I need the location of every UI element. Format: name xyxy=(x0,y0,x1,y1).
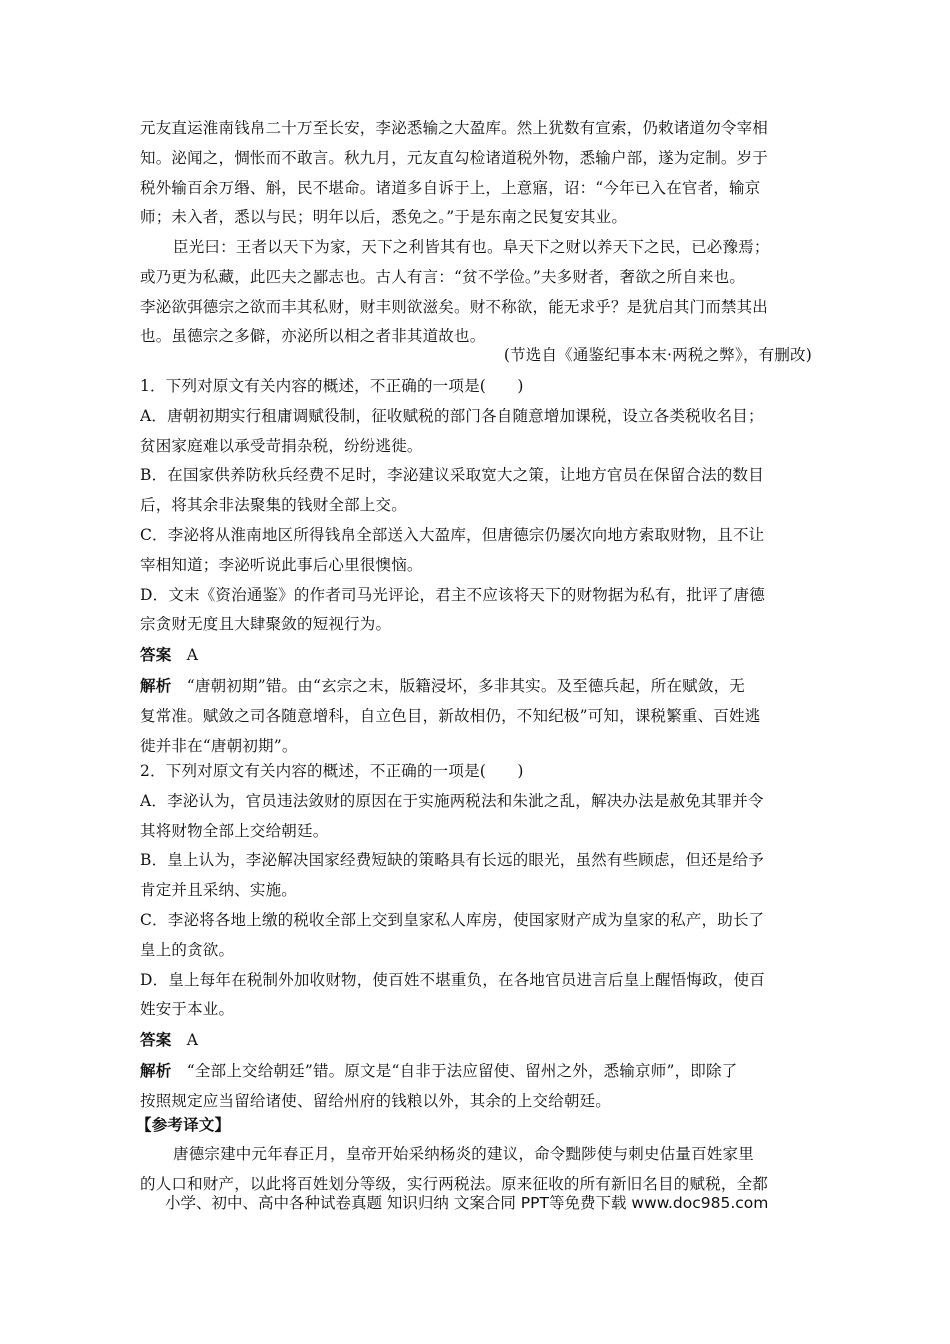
question-stem: 2．下列对原文有关内容的概述，不正确的一项是( ) xyxy=(140,762,524,780)
page-footer: 小学、初中、高中各种试卷真题 知识归纳 文案合同 PPT等免费下载 www.doc985.com xyxy=(165,1194,769,1212)
answer-value: A xyxy=(186,646,199,665)
analysis-text: “全部上交给朝廷”错。原文是“自非于法应留使、留州之外，悉输京师”，即除了 xyxy=(186,1061,738,1080)
passage-line: 知。泌闻之，惆怅而不敢言。秋九月，元友直勾检诸道税外物，悉输户部，遂为定制。岁于 xyxy=(140,148,769,167)
answer-label: 答案 xyxy=(140,645,172,665)
analysis-label: 解析 xyxy=(140,675,172,695)
option-line: 肯定并且采纳、实施。 xyxy=(140,881,298,900)
option-line: D．皇上每年在税制外加收财物，使百姓不堪重负，在各地官员进言后皇上醒悟悔政，使百 xyxy=(140,970,765,989)
question-1 xyxy=(140,372,812,761)
option-line: 后，将其余非法聚集的钱财全部上交。 xyxy=(140,496,407,515)
answer-label: 答案 xyxy=(140,1030,172,1050)
analysis-line: 徙并非在“唐朝初期”。 xyxy=(140,736,298,755)
option-line: B．皇上认为，李泌解决国家经费短缺的策略具有长远的眼光，虽然有些顾虑，但还是给予 xyxy=(140,851,764,870)
option-line: A．唐朝初期实行租庸调赋役制，征收赋税的部门各自随意增加课税，设立各类税收名目； xyxy=(140,406,764,425)
analysis-line: 按照规定应当留给诸使、留给州府的钱粮以外，其余的上交给朝廷。 xyxy=(140,1091,612,1110)
passage-paragraph xyxy=(140,114,812,233)
commentary-line: 也。虽德宗之多僻，亦泌所以相之者非其道故也。 xyxy=(140,327,486,346)
option-line: 贫困家庭难以承受苛捐杂税，纷纷逃徙。 xyxy=(140,436,423,455)
analysis-row xyxy=(140,1056,812,1087)
commentary-line: 臣光曰：王者以天下为家，天下之利皆其有也。阜天下之财以养天下之民，已必豫焉； xyxy=(173,238,770,256)
option-line: A．李泌认为，官员违法敛财的原因在于实施两税法和朱泚之乱，解决办法是赦免其罪并令 xyxy=(140,791,764,810)
commentary-line: 或乃更为私藏，此匹夫之鄙志也。古人有言：“贫不学俭。”夫多财者，奢欲之所自来也。 xyxy=(140,267,746,286)
passage-line: 税外输百余万缗、斛，民不堪命。诸道多自诉于上，上意寤，诏：“今年已入在官者，输京 xyxy=(140,178,761,197)
commentary-line: 李泌欲弭德宗之欲而丰其私财，财丰则欲滋矣。财不称欲，能无求乎？是犹启其门而禁其出 xyxy=(140,297,769,316)
option-line: 姓安于本业。 xyxy=(140,1000,235,1019)
answer-row xyxy=(140,1025,812,1056)
reference-line: 唐德宗建中元年春正月，皇帝开始采纳杨炎的建议，命令黜陟使与刺史估量百姓家里 xyxy=(173,1144,754,1163)
analysis-row xyxy=(140,671,812,702)
option-line: D．文末《资治通鉴》的作者司马光评论，君主不应该将天下的财物据为私有，批评了唐德 xyxy=(140,585,765,604)
analysis-label: 解析 xyxy=(140,1060,172,1080)
analysis-line: 复常准。赋敛之司各随意增科，自立色目，新故相仍，不知纪极”可知，课税繁重、百姓逃 xyxy=(140,706,761,725)
analysis-text: “唐朝初期”错。由“玄宗之末，版籍浸坏，多非其实。及至德兵起，所在赋敛，无 xyxy=(186,676,745,695)
commentary-paragraph xyxy=(140,233,812,352)
reference-line: 的人口和财产，以此将百姓划分等级，实行两税法。原来征收的所有新旧名目的赋税，全都 xyxy=(140,1174,769,1193)
option-line: C．李泌将各地上缴的税收全部上交到皇家私人库房，使国家财产成为皇家的私产，助长了 xyxy=(140,910,765,929)
question-2 xyxy=(140,757,812,1117)
answer-row xyxy=(140,640,812,671)
source-text: (节选自《通鉴纪事本末·两税之弊》，有删改) xyxy=(503,346,812,364)
option-line: 其将财物全部上交给朝廷。 xyxy=(140,821,329,840)
option-line: 宗贪财无度且大肆聚敛的短视行为。 xyxy=(140,615,392,634)
option-line: 皇上的贪欲。 xyxy=(140,940,235,959)
answer-value: A xyxy=(186,1031,199,1050)
passage-line: 元友直运淮南钱帛二十万至长安，李泌悉输之大盈库。然上犹数有宣索，仍敕诸道勿令宰相 xyxy=(140,119,769,137)
option-line: B．在国家供养防秋兵经费不足时，李泌建议采取宽大之策，让地方官员在保留合法的数目 xyxy=(140,466,764,485)
question-stem: 1．下列对原文有关内容的概述，不正确的一项是( ) xyxy=(140,377,524,395)
option-line: C．李泌将从淮南地区所得钱帛全部送入大盈库，但唐德宗仍屡次向地方索取财物，且不让 xyxy=(140,525,765,544)
passage-line: 师；未入者，悉以与民；明年以后，悉免之。”于是东南之民复安其业。 xyxy=(140,208,628,227)
option-line: 宰相知道；李泌听说此事后心里很懊恼。 xyxy=(140,555,423,574)
reference-title: 【参考译文】 xyxy=(136,1115,231,1134)
reference-translation xyxy=(136,1110,812,1199)
source-citation xyxy=(140,341,812,371)
